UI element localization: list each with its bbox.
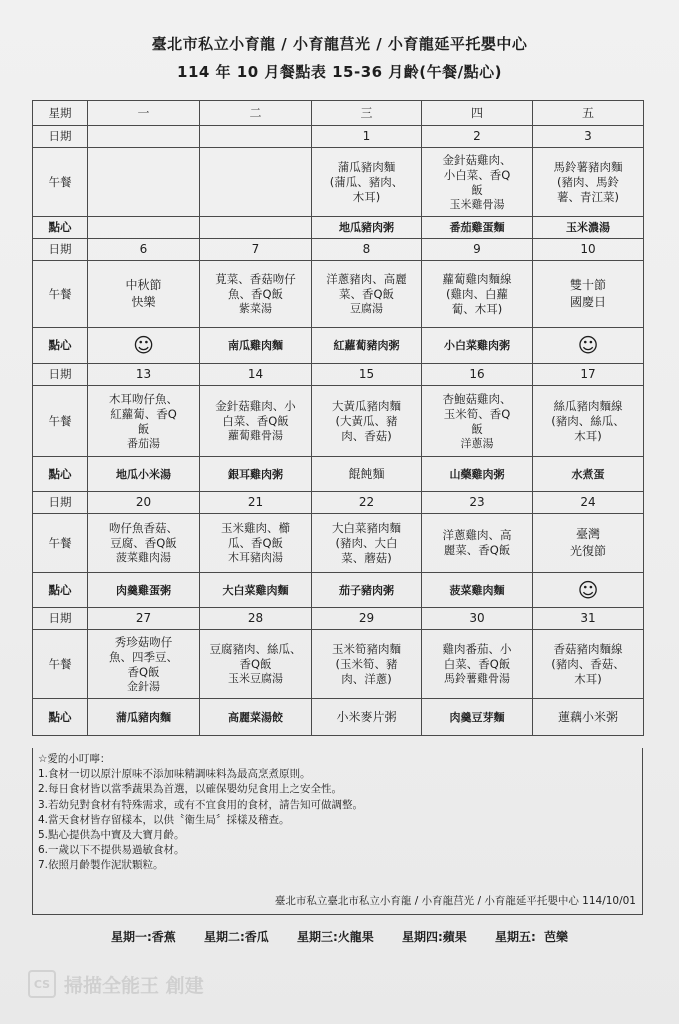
lunch-soup: 菠菜雞肉湯 — [116, 551, 171, 564]
lunch-label: 午餐 — [33, 386, 88, 457]
snack-tue: 南瓜雞肉麵 — [200, 328, 312, 364]
date-label: 日期 — [33, 126, 88, 148]
reminder-item: 7.依照月齡製作泥狀顆粒。 — [38, 859, 164, 872]
snack-row — [33, 699, 644, 736]
lunch-cell-tue — [200, 148, 312, 217]
reminder-item: 3.若幼兒對食材有特殊需求，或有不宜食用的食材，請告知可做調整。 — [38, 798, 364, 811]
holiday-note: 中秋節 快樂 — [125, 278, 162, 309]
lunch-main-dish: 洋蔥豬肉、高麗 菜、香Q飯 — [326, 272, 407, 301]
lunch-soup: 木耳豬肉湯 — [228, 551, 283, 564]
lunch-row — [33, 514, 644, 573]
lunch-row — [33, 148, 644, 217]
lunch-cell-tue — [200, 386, 312, 457]
lunch-main-dish: 洋蔥雞肉、高 麗菜、香Q飯 — [442, 528, 512, 557]
snack-row — [33, 457, 644, 492]
lunch-main-dish: 杏鮑菇雞肉、 玉米筍、香Q 飯 — [442, 391, 512, 436]
snack-label: 點心 — [33, 699, 88, 736]
reminders-heading: ☆愛的小叮嚀： — [38, 753, 111, 765]
date-tue: 14 — [200, 364, 312, 386]
fruit-of-the-day — [0, 928, 679, 945]
date-tue: 7 — [200, 239, 312, 261]
date-mon — [88, 126, 200, 148]
date-label: 日期 — [33, 608, 88, 630]
lunch-cell-wed — [312, 630, 422, 699]
date-label: 日期 — [33, 364, 88, 386]
date-row — [33, 126, 644, 148]
date-fri: 31 — [533, 608, 644, 630]
fruit-wednesday: 星期三:火龍果 — [297, 930, 374, 944]
date-wed: 22 — [312, 492, 422, 514]
date-tue: 28 — [200, 608, 312, 630]
snack-row — [33, 328, 644, 364]
lunch-cell-mon — [88, 148, 200, 217]
snack-wed: 餛飩麵 — [312, 457, 422, 492]
date-mon: 27 — [88, 608, 200, 630]
snack-wed: 地瓜豬肉粥 — [312, 217, 422, 239]
meal-schedule-table — [32, 100, 644, 736]
date-row — [33, 364, 644, 386]
date-thu: 30 — [422, 608, 533, 630]
lunch-cell-thu — [422, 630, 533, 699]
date-label: 日期 — [33, 239, 88, 261]
lunch-main-dish: 秀珍菇吻仔 魚、四季豆、 香Q飯 — [109, 634, 178, 679]
holiday-note: 臺灣 光復節 — [569, 527, 606, 558]
lunch-soup: 馬鈴薯雞骨湯 — [444, 672, 510, 685]
lunch-main-dish: 蘿蔔雞肉麵線 (雞肉、白蘿 蔔、木耳) — [442, 271, 512, 316]
lunch-soup: 番茄湯 — [127, 436, 160, 450]
date-fri: 10 — [533, 239, 644, 261]
lunch-cell-fri — [533, 148, 644, 217]
scanner-watermark — [28, 970, 204, 998]
lunch-soup: 紫菜湯 — [239, 302, 272, 315]
reminder-item: 4.當天食材皆存留樣本，以供〝衛生局〞採樣及稽查。 — [38, 813, 290, 826]
weekday-header-row — [33, 101, 644, 126]
lunch-main-dish: 香菇豬肉麵線 (豬肉、香菇、 木耳) — [551, 641, 625, 686]
reminder-item: 1.食材一切以原汁原味不添加味精調味料為最高烹煮原則。 — [38, 768, 311, 781]
date-tue: 21 — [200, 492, 312, 514]
lunch-cell-fri — [533, 386, 644, 457]
date-wed: 1 — [312, 126, 422, 148]
date-mon: 20 — [88, 492, 200, 514]
snack-tue: 銀耳雞肉粥 — [200, 457, 312, 492]
lunch-cell-wed — [312, 386, 422, 457]
lunch-cell-thu — [422, 386, 533, 457]
snack-mon: 蒲瓜豬肉麵 — [88, 699, 200, 736]
lunch-cell-mon — [88, 630, 200, 699]
snack-label: 點心 — [33, 573, 88, 608]
date-label: 日期 — [33, 492, 88, 514]
fruit-tuesday: 星期二:香瓜 — [204, 930, 269, 944]
date-mon: 13 — [88, 364, 200, 386]
date-wed: 8 — [312, 239, 422, 261]
snack-mon — [88, 217, 200, 239]
snack-thu: 菠菜雞肉麵 — [422, 573, 533, 608]
lunch-cell-wed — [312, 514, 422, 573]
lunch-main-dish: 玉米雞肉、櫛 瓜、香Q飯 — [221, 521, 290, 550]
lunch-cell-fri — [533, 514, 644, 573]
lunch-cell-tue — [200, 630, 312, 699]
weekday-thu: 四 — [422, 101, 533, 126]
date-row — [33, 608, 644, 630]
lunch-label: 午餐 — [33, 514, 88, 573]
weekday-wed: 三 — [312, 101, 422, 126]
snack-row — [33, 573, 644, 608]
reminders-box — [32, 748, 643, 915]
snack-tue: 大白菜雞肉麵 — [200, 573, 312, 608]
lunch-cell-mon — [88, 386, 200, 457]
weekday-tue: 二 — [200, 101, 312, 126]
snack-tue — [200, 217, 312, 239]
date-mon: 6 — [88, 239, 200, 261]
reminder-item: 5.點心提供為中寶及大寶月齡。 — [38, 829, 185, 842]
lunch-soup: 洋蔥湯 — [460, 436, 494, 450]
snack-wed: 小米麥片粥 — [312, 699, 422, 736]
lunch-main-dish: 玉米筍豬肉麵 (玉米筍、豬 肉、洋蔥) — [332, 641, 401, 686]
snack-label: 點心 — [33, 217, 88, 239]
lunch-soup: 玉米豆腐湯 — [228, 672, 283, 685]
lunch-row — [33, 386, 644, 457]
snack-label: 點心 — [33, 457, 88, 492]
weekday-mon: 一 — [88, 101, 200, 126]
date-thu: 23 — [422, 492, 533, 514]
lunch-row — [33, 630, 644, 699]
smiley-icon: ☺ — [533, 328, 644, 364]
lunch-row — [33, 261, 644, 328]
watermark-text: 掃描全能王 創建 — [64, 974, 204, 997]
lunch-cell-fri — [533, 261, 644, 328]
date-thu: 2 — [422, 126, 533, 148]
lunch-cell-tue — [200, 261, 312, 328]
reminder-item: 6.一歲以下不提供易過敏食材。 — [38, 844, 185, 857]
weekday-label: 星期 — [33, 101, 88, 126]
snack-tue: 高麗菜湯餃 — [200, 699, 312, 736]
date-wed: 29 — [312, 608, 422, 630]
lunch-cell-tue — [200, 514, 312, 573]
smiley-icon: ☺ — [533, 573, 644, 608]
snack-wed: 紅蘿蔔豬肉粥 — [312, 328, 422, 364]
lunch-main-dish: 金針菇雞肉、 小白菜、香Q 飯 — [442, 152, 512, 197]
date-fri: 17 — [533, 364, 644, 386]
date-wed: 15 — [312, 364, 422, 386]
snack-thu: 肉羹豆芽麵 — [422, 699, 533, 736]
lunch-main-dish: 木耳吻仔魚、 紅蘿蔔、香Q 飯 — [109, 391, 178, 436]
menu-month-title: 114 年 10 月餐點表 15-36 月齡(午餐/點心) — [177, 63, 502, 81]
lunch-main-dish: 馬鈴薯豬肉麵 (豬肉、馬鈴 薯、青江菜) — [553, 159, 623, 204]
snack-row — [33, 217, 644, 239]
date-fri: 3 — [533, 126, 644, 148]
snack-fri: 玉米濃湯 — [533, 217, 644, 239]
reminder-item: 2.每日食材皆以當季蔬果為首選，以確保嬰幼兒食用上之安全性。 — [38, 783, 343, 796]
lunch-main-dish: 大黃瓜豬肉麵 (大黃瓜、豬 肉、香菇) — [332, 398, 401, 443]
lunch-cell-wed — [312, 261, 422, 328]
camscanner-logo-icon: CS — [28, 970, 56, 998]
lunch-main-dish: 絲瓜豬肉麵線 (豬肉、絲瓜、 木耳) — [551, 398, 625, 443]
snack-fri: 水煮蛋 — [533, 457, 644, 492]
snack-thu: 山藥雞肉粥 — [422, 457, 533, 492]
lunch-label: 午餐 — [33, 630, 88, 699]
lunch-cell-thu — [422, 261, 533, 328]
snack-fri: 蓮藕小米粥 — [533, 699, 644, 736]
date-row — [33, 239, 644, 261]
snack-label: 點心 — [33, 328, 88, 364]
lunch-main-dish: 吻仔魚香菇、 豆腐、香Q飯 — [109, 521, 178, 550]
lunch-cell-fri — [533, 630, 644, 699]
snack-thu: 小白菜雞肉粥 — [422, 328, 533, 364]
lunch-cell-thu — [422, 148, 533, 217]
lunch-main-dish: 豆腐豬肉、絲瓜、 香Q飯 — [209, 642, 302, 671]
lunch-cell-mon — [88, 261, 200, 328]
holiday-note: 雙十節 國慶日 — [569, 278, 606, 309]
lunch-cell-thu — [422, 514, 533, 573]
snack-thu: 番茄雞蛋麵 — [422, 217, 533, 239]
lunch-soup: 金針湯 — [127, 679, 160, 693]
lunch-main-dish: 雞肉番茄、小 白菜、香Q飯 — [442, 642, 512, 671]
lunch-main-dish: 莧菜、香菇吻仔 魚、香Q飯 — [215, 272, 296, 301]
lunch-cell-wed — [312, 148, 422, 217]
date-row — [33, 492, 644, 514]
date-tue — [200, 126, 312, 148]
lunch-soup: 玉米雞骨湯 — [449, 197, 505, 211]
date-thu: 9 — [422, 239, 533, 261]
lunch-label: 午餐 — [33, 261, 88, 328]
smiley-icon: ☺ — [88, 328, 200, 364]
center-footer: 臺北市私立臺北市私立小育龍 / 小育龍莒光 / 小育龍延平托嬰中心 114/10/01 — [274, 894, 636, 907]
lunch-main-dish: 大白菜豬肉麵 (豬肉、大白 菜、蘑菇) — [332, 520, 401, 565]
snack-mon: 肉羹雞蛋粥 — [88, 573, 200, 608]
weekday-fri: 五 — [533, 101, 644, 126]
lunch-soup: 豆腐湯 — [350, 302, 383, 315]
snack-mon: 地瓜小米湯 — [88, 457, 200, 492]
lunch-main-dish: 蒲瓜豬肉麵 (蒲瓜、豬肉、 木耳) — [329, 159, 404, 204]
lunch-main-dish: 金針菇雞肉、小 白菜、香Q飯 — [215, 399, 296, 428]
lunch-cell-mon — [88, 514, 200, 573]
date-thu: 16 — [422, 364, 533, 386]
center-names-title: 臺北市私立小育龍 / 小育龍莒光 / 小育龍延平托嬰中心 — [151, 35, 528, 53]
snack-wed: 茄子豬肉粥 — [312, 573, 422, 608]
lunch-label: 午餐 — [33, 148, 88, 217]
fruit-thursday: 星期四:蘋果 — [402, 930, 467, 944]
fruit-friday: 星期五: 芭樂 — [495, 930, 568, 944]
lunch-soup: 蘿蔔雞骨湯 — [228, 429, 283, 442]
date-fri: 24 — [533, 492, 644, 514]
fruit-monday: 星期一:香蕉 — [111, 930, 176, 944]
